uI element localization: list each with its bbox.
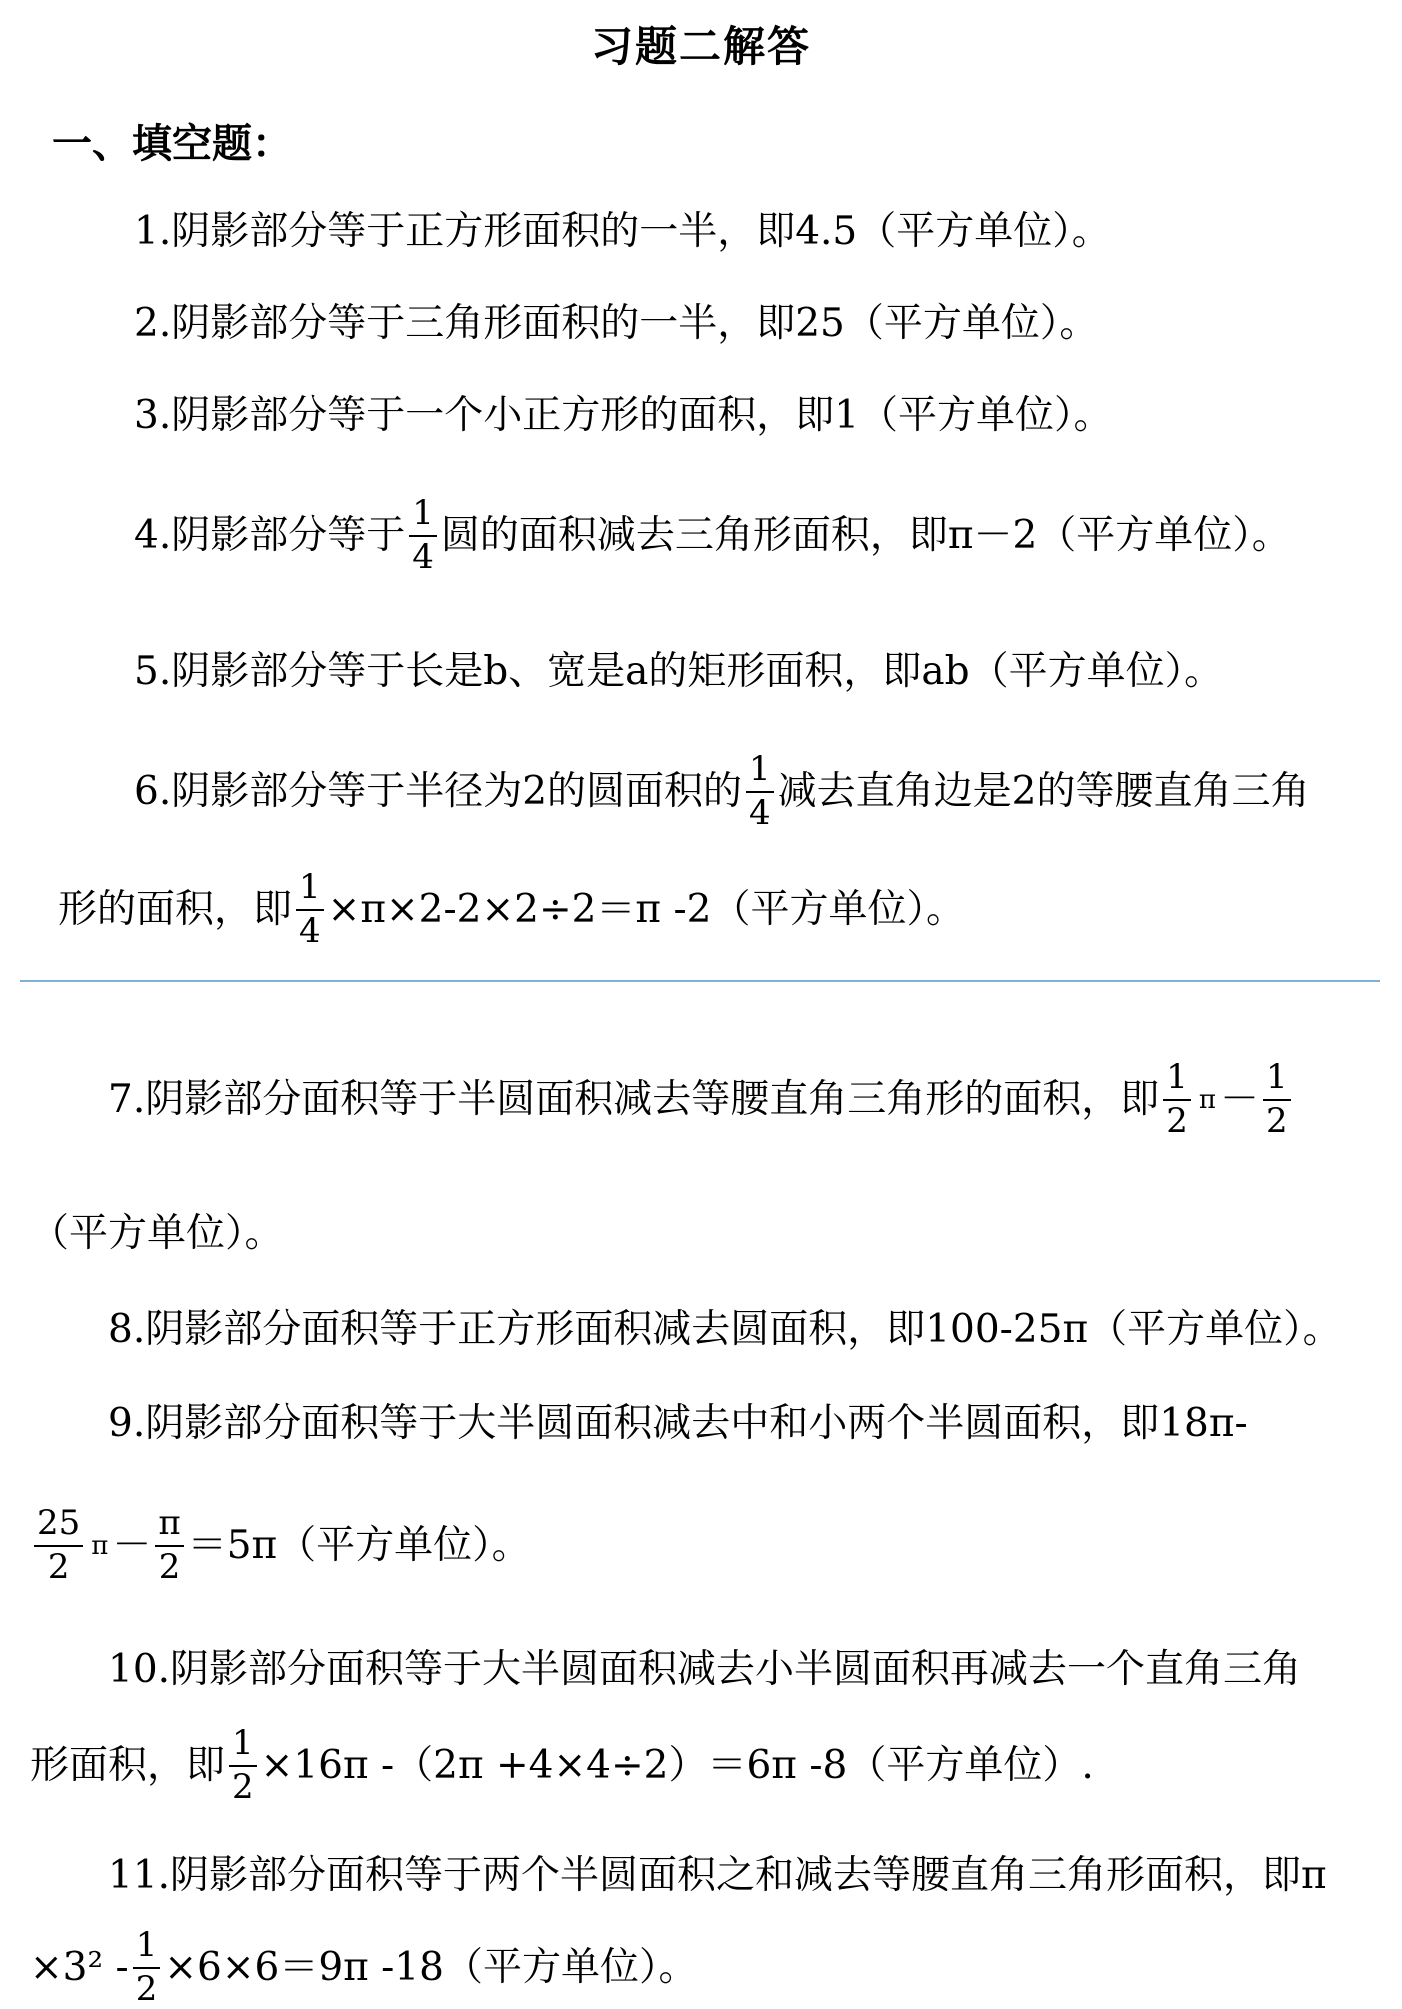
answer-11-line-1: 11.阴影部分面积等于两个半圆面积之和减去等腰直角三角形面积，即π — [108, 1853, 1327, 1898]
answer-10-line-2-suffix: ×16π -（2π +4×4÷2）＝6π -8（平方单位）. — [260, 1743, 1094, 1789]
page-title: 习题二解答 — [590, 22, 811, 71]
fraction-denominator: 2 — [158, 1546, 181, 1587]
pi-symbol: π — [1198, 1084, 1216, 1115]
answer-2: 2.阴影部分等于三角形面积的一半，即25（平方单位）。 — [134, 301, 1099, 346]
fraction — [296, 867, 324, 951]
fraction-numerator: 1 — [133, 1928, 161, 1969]
answer-10-line-2 — [30, 1723, 1094, 1807]
section-heading: 一、填空题： — [52, 121, 292, 167]
answer-5: 5.阴影部分等于长是b、宽是a的矩形面积，即ab（平方单位）。 — [134, 649, 1224, 694]
answer-7-line-2: （平方单位）。 — [30, 1211, 284, 1256]
answer-3: 3.阴影部分等于一个小正方形的面积，即1（平方单位）。 — [134, 393, 1113, 438]
fraction-numerator: 1 — [409, 496, 437, 537]
fraction-numerator: π — [155, 1506, 183, 1547]
fraction-numerator: 1 — [746, 752, 774, 793]
answer-9-suffix: ＝5π（平方单位）。 — [187, 1523, 531, 1569]
answer-6-line-2-prefix: 形的面积，即 — [58, 887, 293, 933]
fraction — [409, 493, 437, 577]
minus-sign: － — [1219, 1077, 1259, 1123]
answer-10-line-1: 10.阴影部分面积等于大半圆面积减去小半圆面积再减去一个直角三角 — [108, 1647, 1302, 1692]
fraction — [1263, 1057, 1291, 1141]
answer-11-line-2-prefix: ×3² - — [30, 1945, 129, 1991]
answer-1: 1.阴影部分等于正方形面积的一半，即4.5（平方单位）。 — [134, 209, 1111, 254]
fraction — [1163, 1057, 1191, 1141]
fraction-denominator: 2 — [1166, 1100, 1188, 1141]
fraction-denominator: 4 — [299, 910, 321, 951]
fraction-numerator: 25 — [34, 1506, 83, 1547]
fraction-numerator: 1 — [229, 1726, 257, 1767]
fraction-numerator: 1 — [1163, 1060, 1191, 1101]
answer-4-suffix: 圆的面积减去三角形面积，即π－2（平方单位）。 — [440, 513, 1291, 559]
fraction — [133, 1925, 161, 2009]
answer-6-suffix: 减去直角边是2的等腰直角三角 — [777, 769, 1310, 815]
answer-11-line-2-suffix: ×6×6＝9π -18（平方单位）。 — [164, 1945, 698, 1991]
fraction-denominator: 2 — [1265, 1100, 1288, 1141]
fraction — [746, 749, 774, 833]
answer-6-line-1 — [134, 749, 1310, 833]
answer-4 — [134, 493, 1291, 577]
fraction-numerator: 1 — [296, 870, 324, 911]
answer-9-line-1: 9.阴影部分面积等于大半圆面积减去中和小两个半圆面积，即18π- — [108, 1401, 1248, 1446]
answer-7-prefix: 7.阴影部分面积等于半圆面积减去等腰直角三角形的面积，即 — [108, 1077, 1160, 1123]
answer-4-prefix: 4.阴影部分等于 — [134, 513, 406, 559]
fraction-denominator: 4 — [412, 536, 434, 577]
fraction-denominator: 2 — [47, 1546, 70, 1587]
fraction — [229, 1723, 257, 1807]
answer-7-line-1 — [108, 1057, 1295, 1141]
pi-symbol: π — [91, 1530, 109, 1561]
answer-9-line-2 — [30, 1503, 531, 1587]
page-divider — [20, 980, 1380, 982]
fraction-numerator: 1 — [1263, 1060, 1291, 1101]
fraction — [155, 1503, 183, 1587]
fraction-denominator: 2 — [135, 1968, 158, 2009]
fraction-denominator: 4 — [749, 792, 771, 833]
answer-6-prefix: 6.阴影部分等于半径为2的圆面积的 — [134, 769, 743, 815]
answer-8: 8.阴影部分面积等于正方形面积减去圆面积，即100-25π（平方单位）。 — [108, 1307, 1342, 1352]
answer-6-line-2 — [58, 867, 965, 951]
minus-sign: － — [112, 1523, 152, 1569]
fraction — [34, 1503, 83, 1587]
answer-6-line-2-suffix: ×π×2-2×2÷2＝π -2（平方单位）。 — [327, 887, 965, 933]
fraction-denominator: 2 — [232, 1766, 254, 1807]
answer-10-line-2-prefix: 形面积，即 — [30, 1743, 226, 1789]
answer-11-line-2 — [30, 1925, 698, 2009]
